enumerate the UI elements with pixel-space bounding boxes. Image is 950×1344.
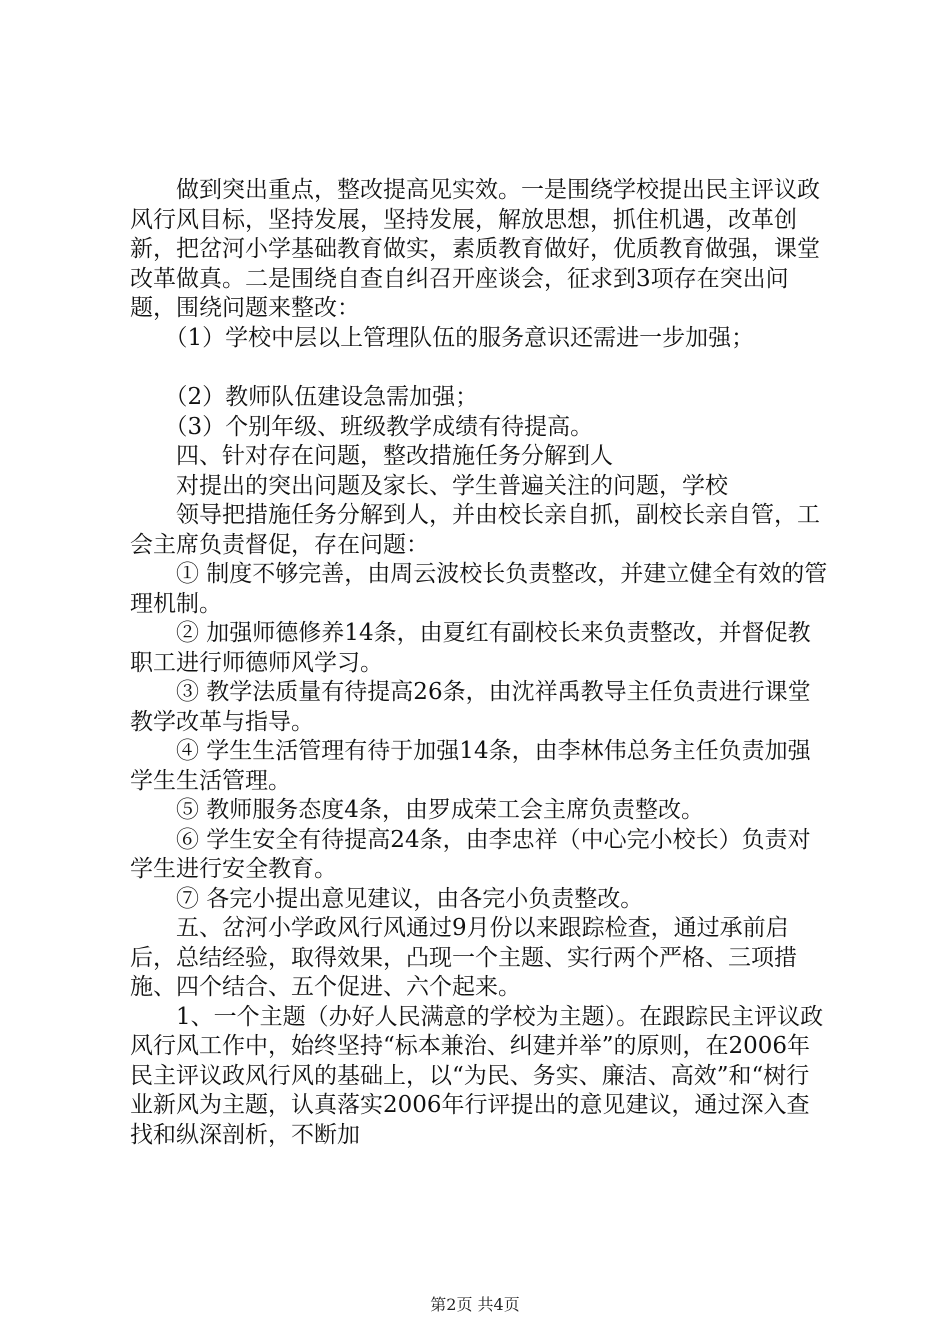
paragraph-intro: 做到突出重点，整改提高见实效。一是围绕学校提出民主评议政风行风目标，坚持发展，坚持发展，解放思想，抓住机遇，改革创新，把岔河小学基础教育做实，素质教育做好，优质教育做强，课堂改革做真。二是围绕自查自纠召开座谈会，征求到3项存在突出问题，围绕问题来整改： <box>130 177 820 321</box>
list-item-4: ④ 学生生活管理有待于加强14条，由李林伟总务主任负责加强学生生活管理。 <box>130 738 811 794</box>
list-item-3: ③ 教学法质量有待提高26条，由沈祥禹教导主任负责进行课堂教学改革与指导。 <box>130 679 811 735</box>
list-item-5: ⑤ 教师服务态度4条，由罗成荣工会主席负责整改。 <box>130 797 704 823</box>
section-heading-5: 五、岔河小学政风行风通过9月份以来跟踪检查，通过承前启后，总结经验，取得效果，凸现一个主题、实行两个严格、三项措施、四个结合、五个促进、六个起来。 <box>130 915 797 1000</box>
paragraph-theme-1: 1、一个主题（办好人民满意的学校为主题）。在跟踪民主评议政风行风工作中，始终坚持“标本兼治、纠建并举”的原则，在2006年民主评议政风行风的基础上，以“为民、务实、廉洁、高效”和“树行业新风为主题，认真落实2006年行评提出的意见建议，通过深入查找和纵深剖析，不断加 <box>130 1003 824 1148</box>
list-item-6: ⑥ 学生安全有待提高24条，由李忠祥（中心完小校长）负责对学生进行安全教育。 <box>130 826 811 882</box>
list-item-7: ⑦ 各完小提出意见建议，由各完小负责整改。 <box>130 885 644 912</box>
paragraph-measures-lead: 对提出的突出问题及家长、学生普遍关注的问题，学校 <box>130 472 728 499</box>
paragraph-problem-3: （3）个别年级、班级教学成绩有待提高。 <box>130 413 594 440</box>
document-body <box>130 176 830 1150</box>
paragraph-problem-2: （2）教师队伍建设急需加强； <box>130 384 479 410</box>
paragraph-problem-1: （1）学校中层以上管理队伍的服务意识还需进一步加强； <box>130 324 755 351</box>
section-heading-4: 四、针对存在问题，整改措施任务分解到人 <box>130 443 613 469</box>
list-item-1: ① 制度不够完善，由周云波校长负责整改，并建立健全有效的管理机制。 <box>130 561 828 617</box>
blank-line <box>130 353 830 383</box>
paragraph-measures: 领导把措施任务分解到人，并由校长亲自抓，副校长亲自管，工会主席负责督促，存在问题： <box>130 502 820 558</box>
page-number-footer: 第2页 共4页 <box>430 1295 520 1314</box>
list-item-2: ② 加强师德修养14条，由夏红有副校长来负责整改，并督促教职工进行师德师风学习。 <box>130 620 811 676</box>
